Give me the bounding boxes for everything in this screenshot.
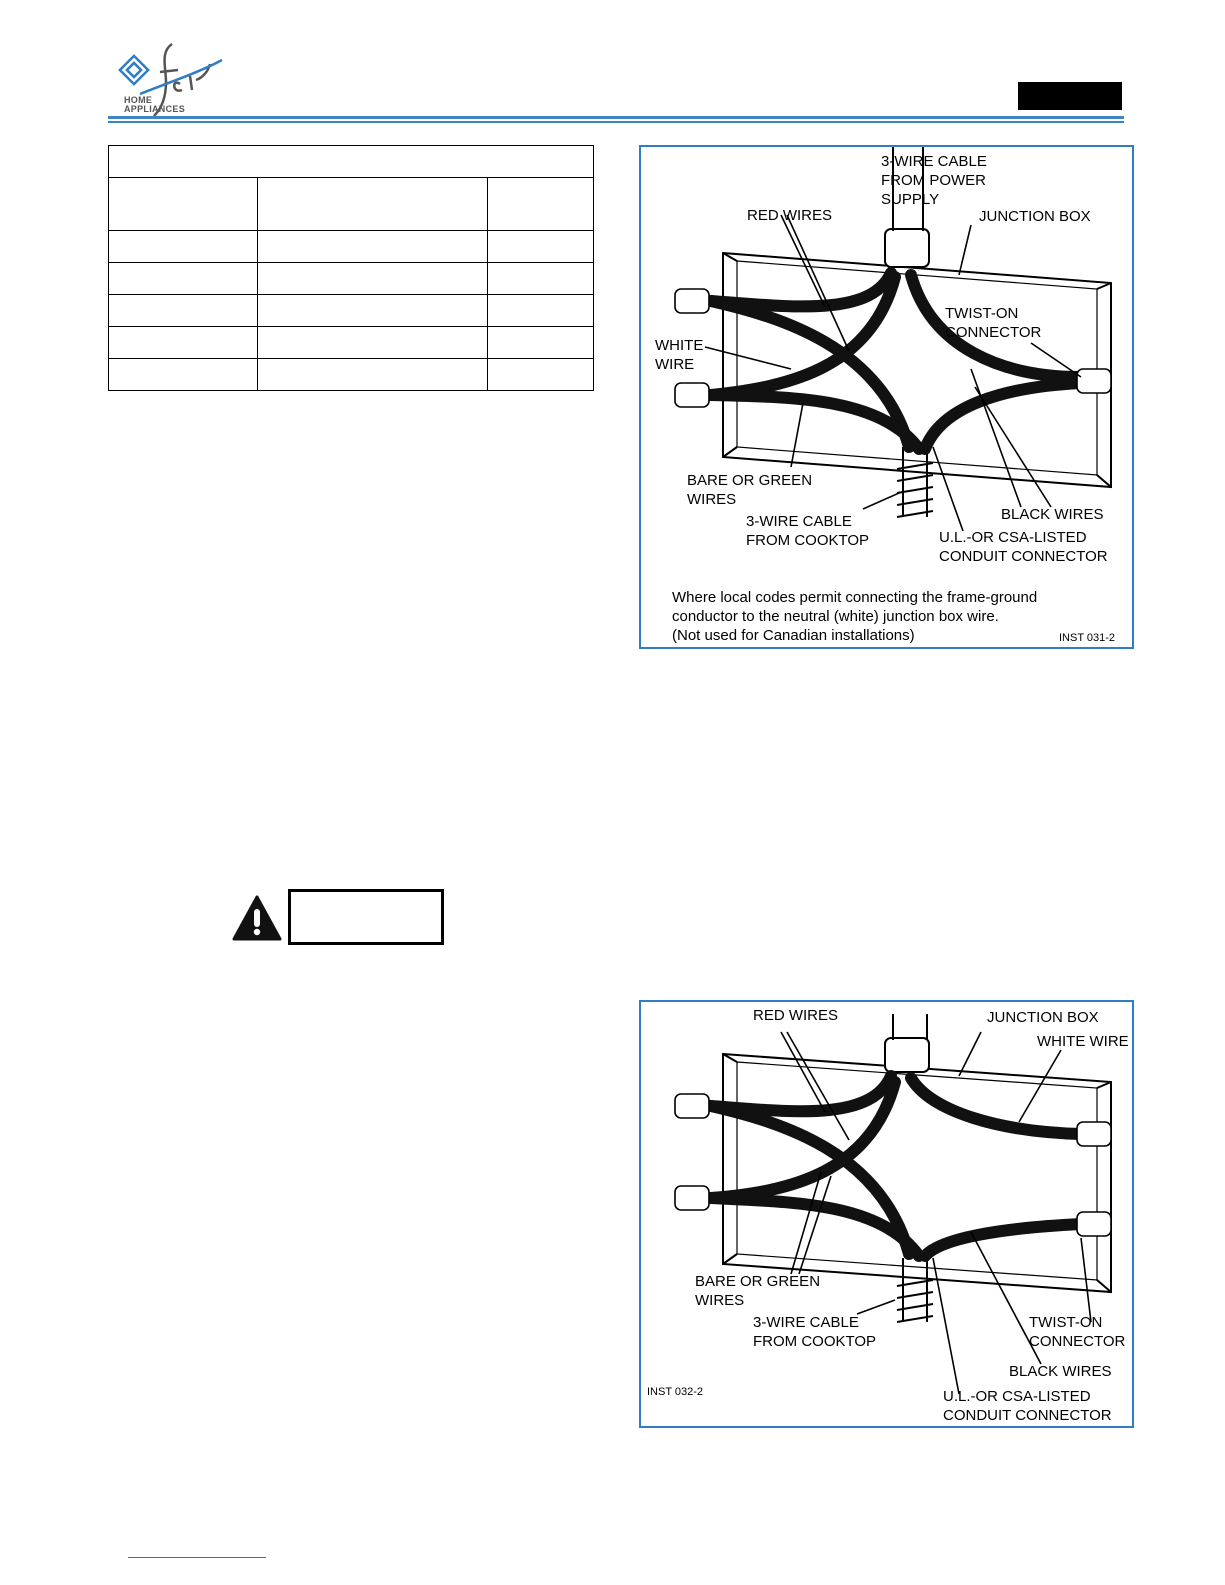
label-red-wires: RED WIRES: [753, 1007, 839, 1024]
label-cable-cooktop: 3-WIRE CABLE FROM COOKTOP: [746, 513, 870, 549]
label-junction-box: JUNCTION BOX: [987, 1009, 1099, 1026]
figure-code: INST 032-2: [647, 1386, 704, 1398]
label-conduit-connector: U.L.-OR CSA-LISTED CONDUIT CONNECTOR: [943, 1388, 1112, 1424]
table-row-divider: [109, 177, 593, 178]
table-row-divider: [109, 230, 593, 231]
label-red-wires: RED WIRES: [747, 207, 833, 224]
label-bare-green-wires: BARE OR GREEN WIRES: [687, 472, 813, 508]
label-twist-on-connector: TWIST-ON CONNECTOR: [945, 305, 1042, 341]
label-cable-cooktop: 3-WIRE CABLE FROM COOKTOP: [753, 1314, 877, 1350]
header-rule: [108, 116, 1124, 119]
label-white-wire: WHITE WIRE: [1037, 1033, 1129, 1050]
table-col-divider: [487, 177, 488, 390]
label-junction-box: JUNCTION BOX: [979, 208, 1091, 225]
header-rule-secondary: [108, 121, 1124, 123]
spec-table: [108, 145, 594, 391]
label-black-wires: BLACK WIRES: [1009, 1363, 1112, 1380]
label-conduit-connector: U.L.-OR CSA-LISTED CONDUIT CONNECTOR: [939, 529, 1108, 565]
wiring-diagram-2: [639, 1000, 1134, 1428]
label-cable-supply: 3-WIRE CABLE FROM POWER SUPPLY: [881, 153, 987, 208]
label-bare-green-wires: BARE OR GREEN WIRES: [695, 1273, 821, 1309]
table-row-divider: [109, 326, 593, 327]
wiring-diagram-1: [639, 145, 1134, 649]
table-row-divider: [109, 294, 593, 295]
label-twist-on-connector: TWIST-ON CONNECTOR: [1029, 1314, 1126, 1350]
label-white-wire: WHITE WIRE: [655, 337, 704, 373]
table-row-divider: [109, 358, 593, 359]
footer-link[interactable]: [128, 1557, 266, 1558]
page-badge: [1018, 82, 1122, 110]
table-row-divider: [109, 262, 593, 263]
figure-note: Where local codes permit connecting the frame-ground conductor to the neutral (white) junction box wire. (Not used for Canadian installations): [672, 589, 1038, 644]
warning-label-box: [288, 889, 444, 945]
figure-code: INST 031-2: [1059, 632, 1116, 644]
logo-subtitle: HOME APPLIANCES: [124, 95, 186, 114]
warning-icon: [232, 895, 282, 941]
table-col-divider: [257, 177, 258, 390]
label-black-wires: BLACK WIRES: [1001, 506, 1104, 523]
